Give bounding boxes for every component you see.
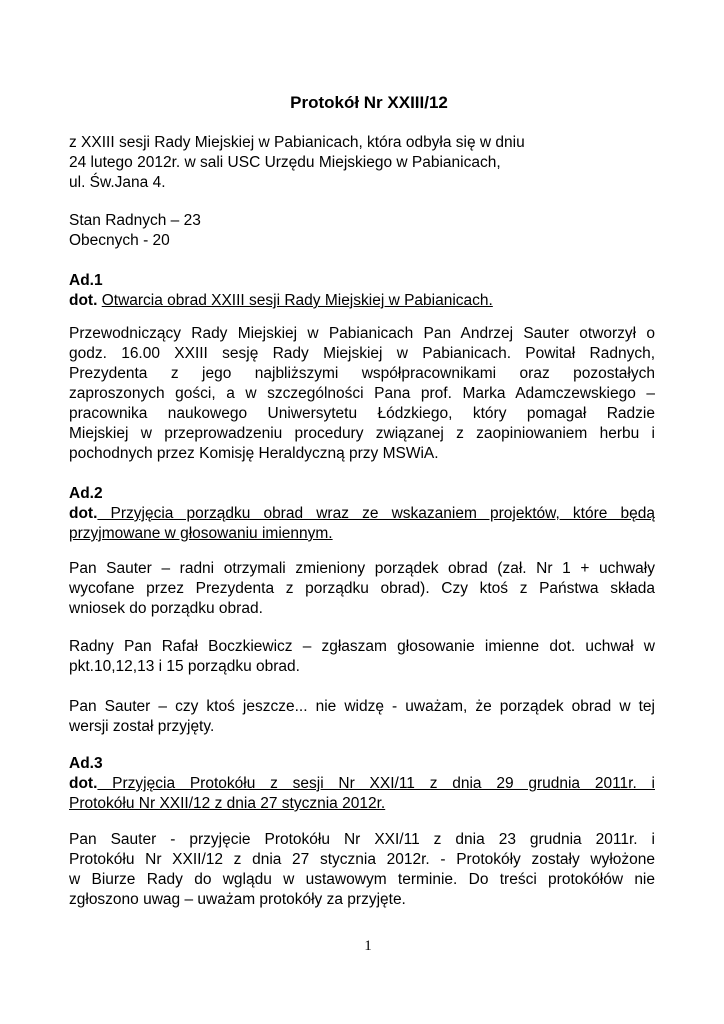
paragraph-line: Pan Sauter – czy ktoś jeszcze... nie widzę - uważam, że porządek obrad w tej	[69, 698, 655, 715]
subject-text: Przyjęcia porządku obrad wraz ze wskazaniem projektów, które będą	[97, 505, 655, 522]
section-subject	[69, 504, 655, 524]
paragraph-line: pracownika naukowego Uniwersytetu Łódzkiego, który pomagał Radzie	[69, 405, 655, 422]
section-ad3-paragraph	[69, 830, 655, 910]
section-ad2-header	[69, 484, 655, 504]
intro-line: 24 lutego 2012r. w sali USC Urzędu Miejskiego w Pabianicach,	[69, 154, 501, 171]
section-subject-cont	[69, 524, 655, 544]
section-ad1-header	[69, 271, 655, 311]
dot-label: dot.	[69, 292, 98, 309]
paragraph-line: w Biurze Rady do wglądu w ustawowym terminie. Do treści protokółów nie	[69, 871, 655, 888]
section-ad3-subject	[69, 774, 655, 814]
section-subject	[69, 774, 655, 794]
subject-text: Otwarcia obrad XXIII sesji Rady Miejskiej w Pabianicach.	[101, 292, 493, 309]
paragraph-line: Przewodniczący Rady Miejskiej w Pabianicach Pan Andrzej Sauter otworzył o	[69, 325, 655, 342]
dot-label: dot.	[69, 505, 98, 522]
paragraph-line: Pan Sauter - przyjęcie Protokółu Nr XXI/11 z dnia 23 grudnia 2011r. i	[69, 831, 655, 848]
subject-text: Protokółu Nr XXII/12 z dnia 27 stycznia 2012r.	[69, 795, 386, 812]
paragraph-line: zaproszonych gości, a w szczególności Pana prof. Marka Adamczewskiego –	[69, 385, 655, 402]
subject-text: Przyjęcia Protokółu z sesji Nr XXI/11 z dnia 29 grudnia 2011r. i	[97, 775, 655, 792]
section-ad2-subject	[69, 504, 655, 544]
document-title: Protokół Nr XXIII/12	[290, 93, 448, 112]
paragraph-line: wycofane przez Prezydenta z porządku obrad). Czy ktoś z Państwa składa	[69, 580, 655, 597]
section-ad2-paragraph-1	[69, 559, 655, 619]
paragraph-line: pkt.10,12,13 i 15 porządku obrad.	[69, 658, 300, 675]
dot-label: dot.	[69, 775, 98, 792]
paragraph-line: Protokółu Nr XXII/12 z dnia 27 stycznia 2012r. - Protokóły zostały wyłożone	[69, 851, 655, 868]
paragraph-line: wersji został przyjęty.	[69, 718, 215, 735]
intro-line: z XXIII sesji Rady Miejskiej w Pabianicach, która odbyła się w dniu	[69, 134, 525, 151]
attendance-block	[69, 211, 655, 251]
section-ad2-paragraph-2	[69, 637, 655, 677]
intro-paragraph	[69, 133, 655, 193]
paragraph-line: pochodnych przez Komisję Heraldyczną przy MSWiA.	[69, 445, 439, 462]
present-count: Obecnych - 20	[69, 232, 170, 249]
page-number: 1	[364, 938, 372, 954]
section-ad2-paragraph-3	[69, 697, 655, 737]
section-ad1-paragraph	[69, 324, 655, 464]
paragraph-line: Radny Pan Rafał Boczkiewicz – zgłaszam głosowanie imienne dot. uchwał w	[69, 638, 655, 655]
section-ad3-header	[69, 754, 655, 774]
intro-line: ul. Św.Jana 4.	[69, 174, 166, 191]
section-heading: Ad.3	[69, 755, 103, 772]
section-heading: Ad.1	[69, 272, 103, 289]
paragraph-line: godz. 16.00 XXIII sesję Rady Miejskiej w Pabianicach. Powitał Radnych,	[69, 345, 655, 362]
paragraph-line: wniosek do porządku obrad.	[69, 600, 263, 617]
section-heading: Ad.2	[69, 485, 103, 502]
section-subject-cont	[69, 794, 655, 814]
paragraph-line: Prezydenta z jego najbliższymi współpracownikami oraz pozostałych	[69, 365, 655, 382]
paragraph-line: Pan Sauter – radni otrzymali zmieniony porządek obrad (zał. Nr 1 + uchwały	[69, 560, 655, 577]
paragraph-line: zgłoszono uwag – uważam protokóły za przyjęte.	[69, 891, 406, 908]
subject-text: przyjmowane w głosowaniu imiennym.	[69, 525, 333, 542]
section-subject	[69, 291, 655, 311]
paragraph-line: Miejskiej w przeprowadzeniu procedury związanej z zaopiniowaniem herbu i	[69, 425, 655, 442]
members-count: Stan Radnych – 23	[69, 212, 201, 229]
